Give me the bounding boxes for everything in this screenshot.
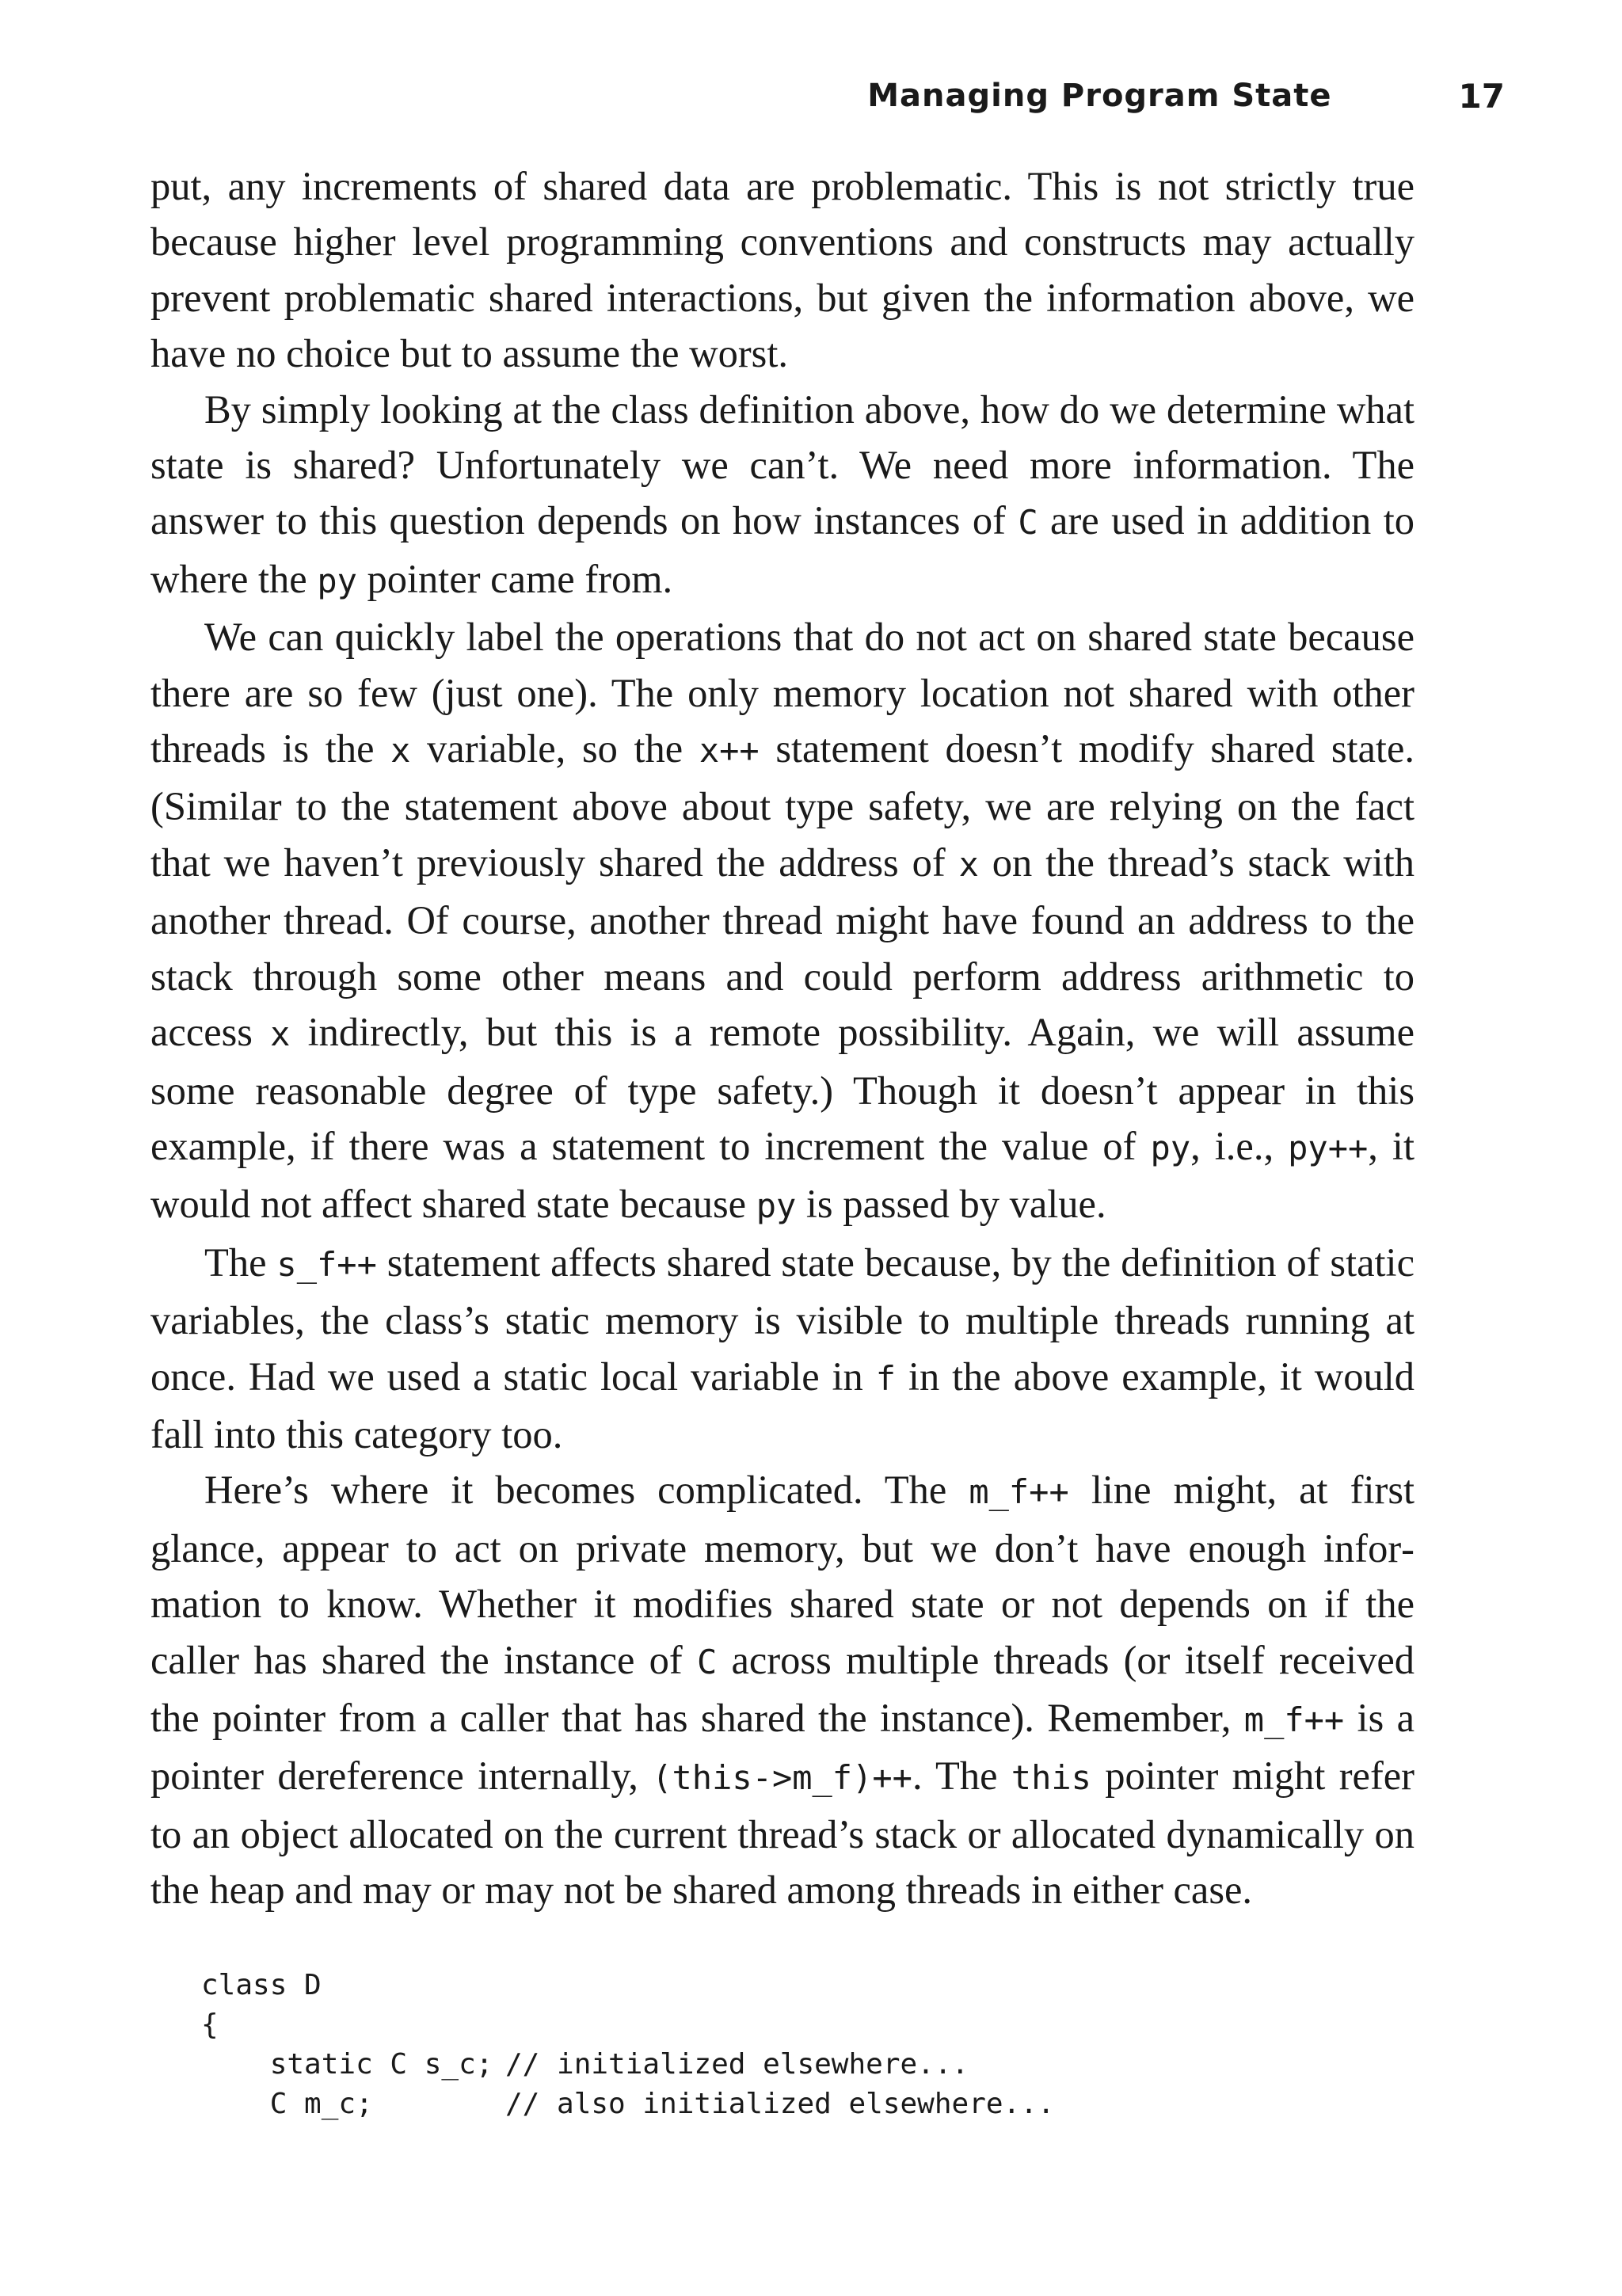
inline-code: m_f++ [969, 1472, 1069, 1512]
paragraph [150, 1235, 1414, 1463]
body-text [150, 158, 1414, 1918]
code-text: class D [201, 1969, 322, 2001]
paragraph [150, 382, 1414, 610]
text-run: , it would not affect shared state because [150, 1123, 1414, 1227]
paragraph [150, 1462, 1414, 1917]
page-number: 17 [1458, 76, 1505, 116]
code-line [201, 2085, 1389, 2124]
inline-code: this [1011, 1758, 1091, 1798]
text-run: is a pointer dereference internally, [150, 1695, 1414, 1799]
text-run: indirectly, but this is a remote possibility. Again, we will assume some reasonable degree of type safety.) Though it doesn’t appear in this example, if there was a statement to increment the value of [150, 1010, 1414, 1168]
text-run: put, any increments of shared data are problematic. This is not strictly true because higher level programming conventions and constructs may actually prevent problematic shared interactions, but given the information above, we have no choice but to assume the worst. [150, 164, 1414, 376]
inline-code: x [390, 731, 411, 771]
inline-code: (this->m_f)++ [652, 1758, 912, 1798]
text-run: in the above example, it would fall into this category too. [150, 1354, 1414, 1456]
code-line [201, 2005, 1389, 2045]
code-line [201, 1966, 1389, 2005]
code-text: C m_c; [201, 2088, 373, 2120]
inline-code: C [696, 1642, 718, 1681]
inline-code: C [1018, 503, 1038, 543]
inline-code: py [317, 561, 357, 600]
running-title: Managing Program State [867, 78, 1332, 114]
text-run: By simply looking at the class definition above, how do we determine what state is shared? Unfortunately we can’t. We need more information. The answer to this question depends on how instances of [150, 386, 1414, 543]
code-listing [201, 1966, 1389, 2124]
inline-code: x++ [699, 731, 760, 771]
paragraph [150, 158, 1414, 382]
text-run: We can quickly label the operations that do not act on shared state because there are so few (just one). The only memory location not shared with other threads is the [150, 615, 1414, 771]
code-text: { [201, 2009, 219, 2041]
text-run: variable, so the [410, 726, 699, 771]
text-run: The [204, 1239, 277, 1285]
inline-code: f [875, 1358, 897, 1398]
inline-code: py++ [1288, 1128, 1369, 1167]
running-head [150, 68, 1505, 124]
inline-code: x [958, 844, 979, 884]
code-text: static C s_c; [201, 2048, 493, 2081]
inline-code: m_f++ [1243, 1700, 1345, 1739]
text-run: , i.e., [1190, 1123, 1289, 1168]
text-run: pointer came from. [356, 556, 673, 601]
inline-code: py [1150, 1128, 1191, 1167]
text-run: . The [912, 1753, 1011, 1799]
text-run: are used in addition to where the [150, 498, 1414, 601]
text-run: statement affects shared state because, by the definition of static variables, the class’s static memory is visible to multiple threads running at once. Had we used a static local variable in [150, 1239, 1414, 1399]
code-comment: // also initialized elsewhere... [505, 2088, 1055, 2120]
text-run: line might, at first glance, appear to act on private memory, but we don’t have enough information to know. Whether it modifies shared state or not depends on if the caller has shared the instance of [150, 1468, 1415, 1682]
paragraph [150, 609, 1414, 1234]
text-run: across multiple threads (or itself received the pointer from a caller that has shared the instance). Remember, [150, 1637, 1414, 1740]
text-run: on the thread’s stack with another thread. Of course, another thread might have found an address to the stack through some other means and could perform address arithmetic to access [150, 840, 1414, 1055]
code-line [201, 2045, 1389, 2085]
code-comment: // initialized elsewhere... [505, 2048, 969, 2081]
inline-code: x [270, 1015, 291, 1054]
inline-code: s_f++ [276, 1244, 377, 1284]
text-run: pointer might refer to an object allocated on the current thread’s stack or allocated dynamically on the heap and may or may not be shared among threads in either case. [150, 1753, 1415, 1913]
text-run: is passed by value. [796, 1182, 1106, 1227]
text-run: Here’s where it becomes complicated. The [204, 1468, 969, 1513]
text-run: statement doesn’t modify shared state. (Similar to the statement above about type safety, we are relying on the fact that we haven’t previously shared the address of [150, 726, 1414, 885]
inline-code: py [756, 1186, 797, 1226]
